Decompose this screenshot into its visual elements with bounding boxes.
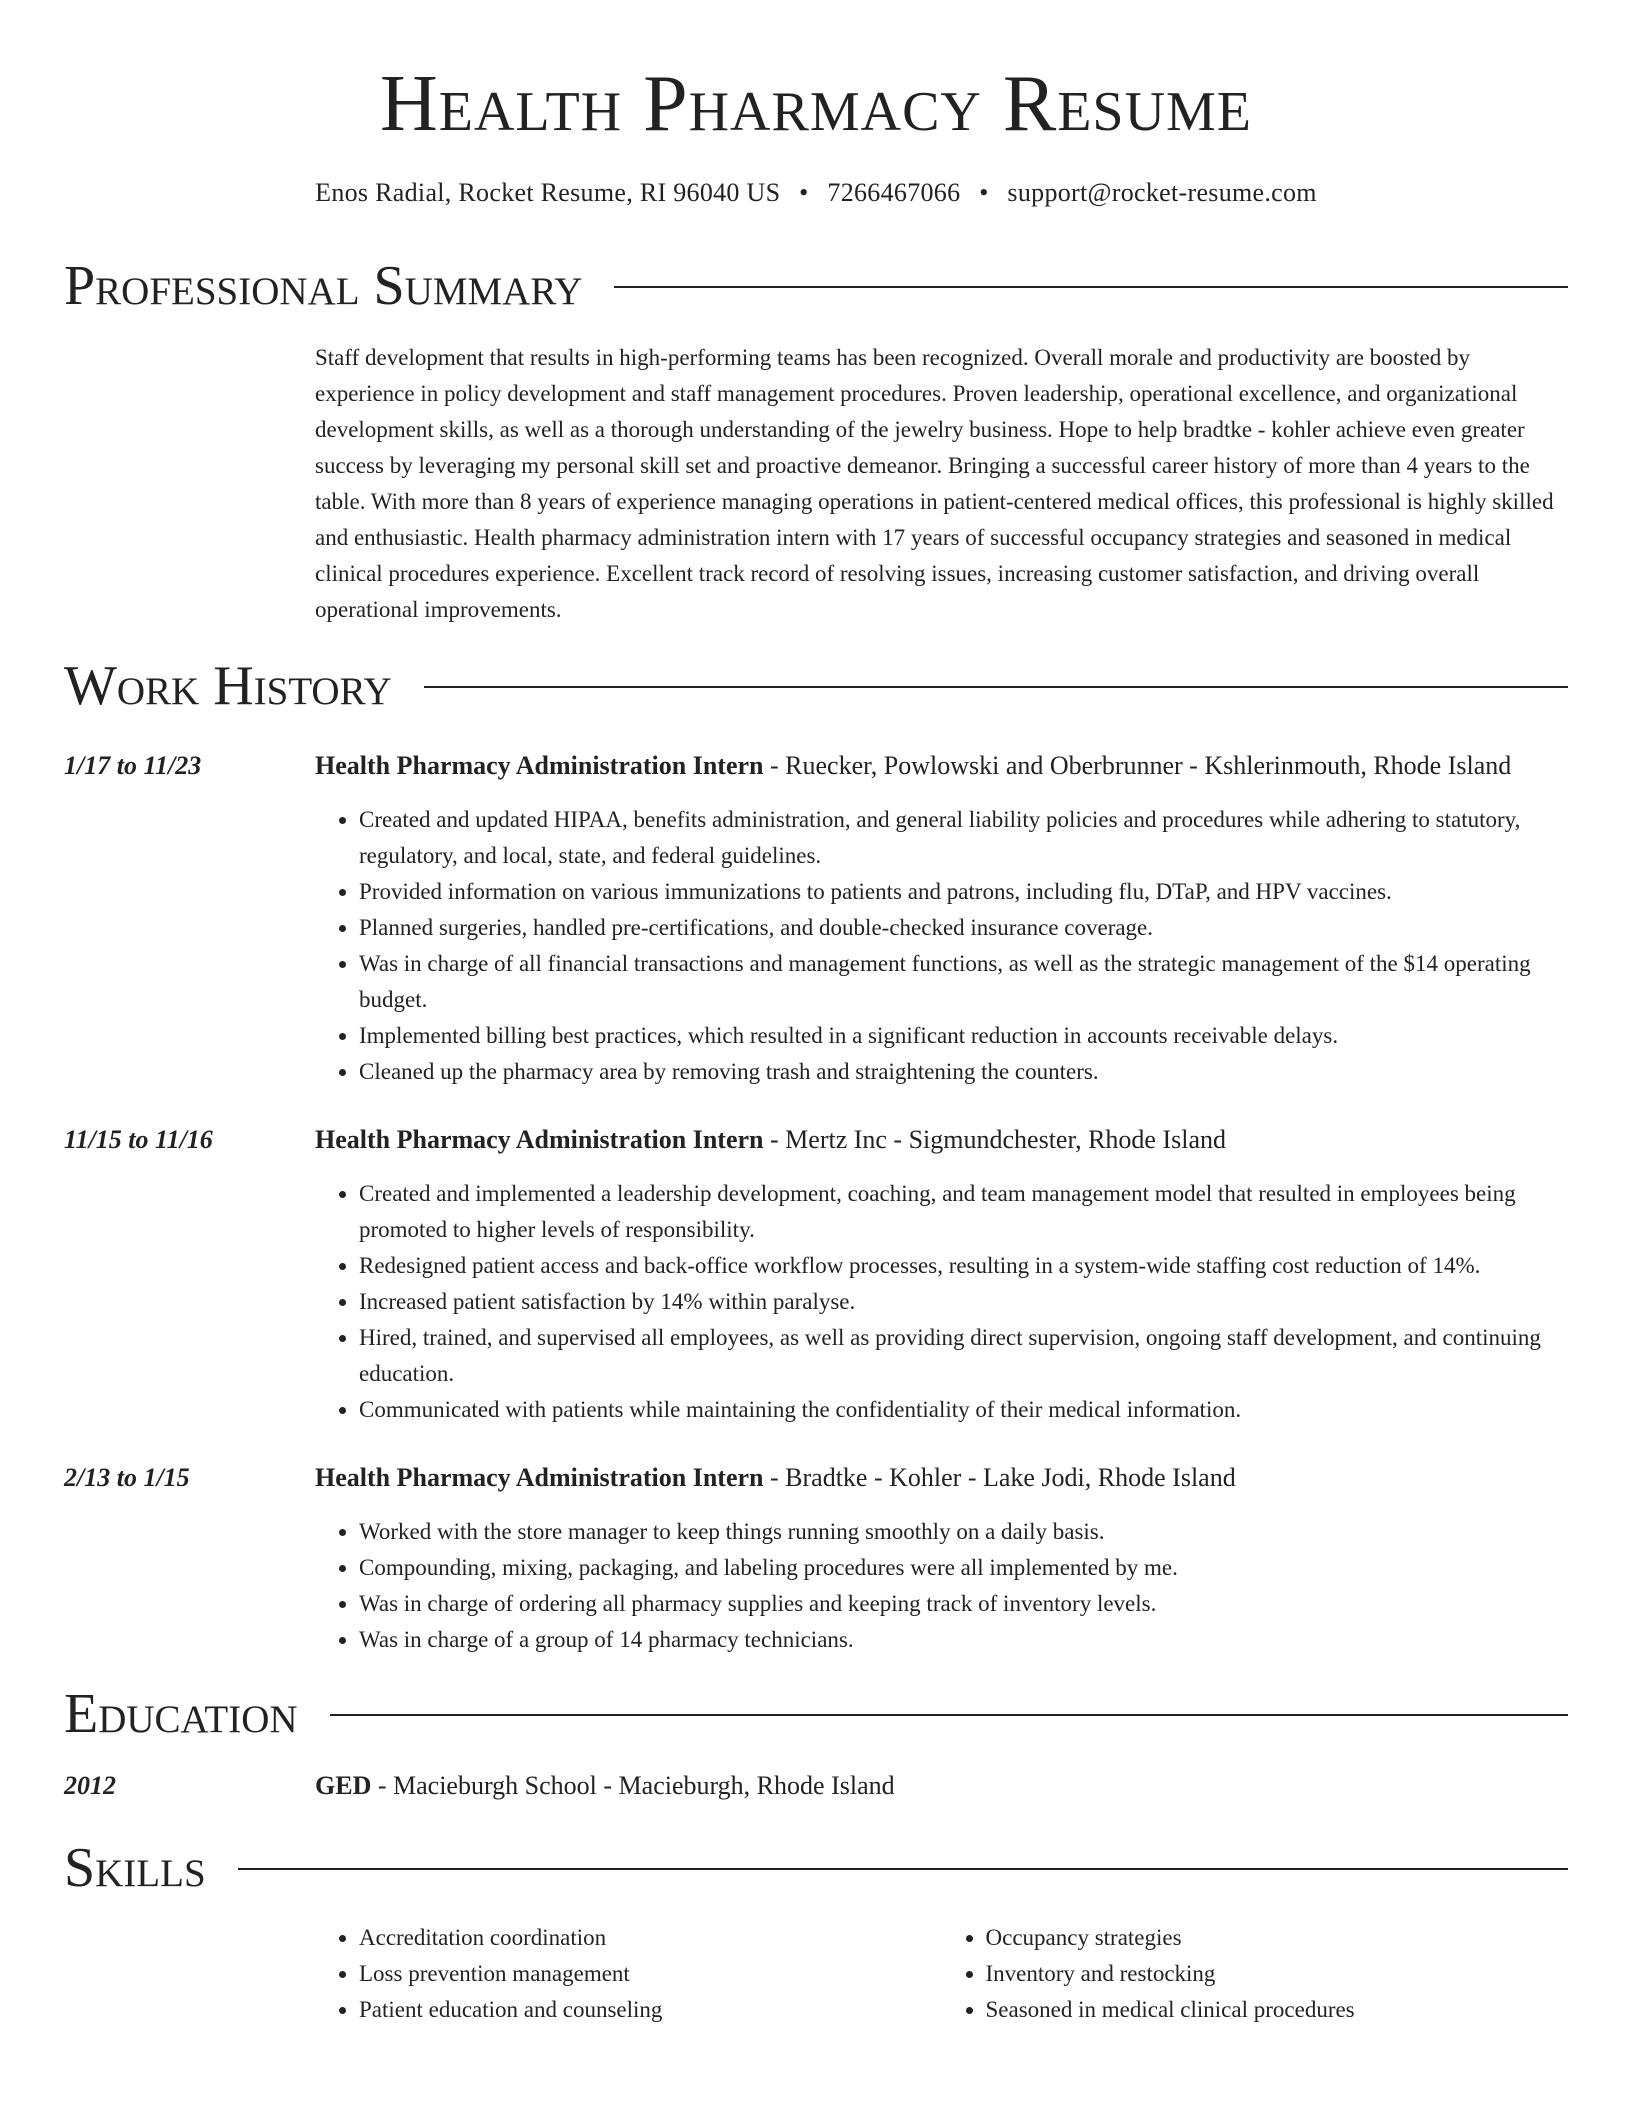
job-bullets xyxy=(315,1176,1568,1428)
summary-text: Staff development that results in high-performing teams has been recognized. Overall morale and productivity are boosted by experience in policy development and staff management procedures. Proven leadership, operational excellence, and organizational development skills, as well as a thorough understanding of the jewelry business. Hope to help bradtke - kohler achieve even greater success by leveraging my personal skill set and proactive demeanor. Bringing a successful career history of more than 4 years to the table. With more than 8 years of experience managing operations in patient-centered medical offices, this professional is highly skilled and enthusiastic. Health pharmacy administration intern with 17 years of successful occupancy strategies and seasoned in medical clinical procedures experience. Excellent track record of resolving issues, increasing customer satisfaction, and driving overall operational improvements. xyxy=(315,345,1554,622)
skill-item: • Loss prevention management xyxy=(359,1956,942,1992)
skill-item: • Occupancy strategies xyxy=(986,1920,1569,1956)
job-entry xyxy=(64,748,1568,1090)
skills-column-left xyxy=(315,1920,942,2028)
job-details: - Mertz Inc - Sigmundchester, Rhode Island xyxy=(763,1125,1227,1154)
job-body xyxy=(315,1122,1568,1428)
job-details: - Bradtke - Kohler - Lake Jodi, Rhode Island xyxy=(763,1463,1236,1492)
education-heading: Education xyxy=(64,1683,298,1745)
list-item: • Created and implemented a leadership development, coaching, and team management model that resulted in employees being promoted to higher levels of responsibility. xyxy=(359,1176,1568,1248)
skills-heading: Skills xyxy=(64,1837,206,1899)
list-item: • Hired, trained, and supervised all employees, as well as providing direct supervision, ongoing staff development, and continuing education. xyxy=(359,1320,1568,1392)
job-dates: 2/13 to 1/15 xyxy=(64,1463,190,1492)
list-item: • Implemented billing best practices, which resulted in a significant reduction in accounts receivable delays. xyxy=(359,1018,1568,1054)
list-item: • Increased patient satisfaction by 14% within paralyse. xyxy=(359,1284,1568,1320)
section-divider xyxy=(330,1714,1568,1716)
list-item: • Created and updated HIPAA, benefits administration, and general liability policies and procedures while adhering to statutory, regulatory, and local, state, and federal guidelines. xyxy=(359,802,1568,874)
section-divider xyxy=(424,686,1568,688)
job-body xyxy=(315,748,1568,1090)
summary-heading: Professional Summary xyxy=(64,255,583,317)
job-heading xyxy=(315,1460,1568,1496)
skills-column-right xyxy=(942,1920,1569,2028)
job-bullets xyxy=(315,1514,1568,1658)
resume-title: Health Pharmacy Resume xyxy=(379,60,1253,148)
education-heading-line xyxy=(315,1768,1568,1804)
job-title: Health Pharmacy Administration Intern xyxy=(315,1463,764,1492)
list-item: • Cleaned up the pharmacy area by removing trash and straightening the counters. xyxy=(359,1054,1568,1090)
education-degree: GED xyxy=(315,1771,372,1800)
list-item: • Was in charge of a group of 14 pharmacy technicians. xyxy=(359,1622,1568,1658)
list-item: • Redesigned patient access and back-office workflow processes, resulting in a system-wide staffing cost reduction of 14%. xyxy=(359,1248,1568,1284)
job-title: Health Pharmacy Administration Intern xyxy=(315,751,764,780)
summary-section-header xyxy=(64,255,1568,317)
job-dates: 11/15 to 11/16 xyxy=(64,1125,213,1154)
skill-item: • Accreditation coordination xyxy=(359,1920,942,1956)
work-heading: Work History xyxy=(64,655,392,717)
job-body xyxy=(315,1460,1568,1658)
list-item: • Communicated with patients while maintaining the confidentiality of their medical information. xyxy=(359,1392,1568,1428)
job-details: - Ruecker, Powlowski and Oberbrunner - Kshlerinmouth, Rhode Island xyxy=(763,751,1512,780)
section-divider xyxy=(614,286,1568,288)
list-item: • Was in charge of all financial transactions and management functions, as well as the strategic management of the $14 operating budget. xyxy=(359,946,1568,1018)
job-entry xyxy=(64,1460,1568,1658)
section-divider xyxy=(238,1868,1568,1870)
job-title: Health Pharmacy Administration Intern xyxy=(315,1125,764,1154)
education-body xyxy=(315,1768,1568,1804)
skill-item: • Seasoned in medical clinical procedures xyxy=(986,1992,1569,2028)
list-item: • Worked with the store manager to keep things running smoothly on a daily basis. xyxy=(359,1514,1568,1550)
job-heading xyxy=(315,1122,1568,1158)
contact-address: Enos Radial, Rocket Resume, RI 96040 US xyxy=(315,178,781,207)
education-details: - Macieburgh School - Macieburgh, Rhode Island xyxy=(371,1771,895,1800)
skill-item: • Inventory and restocking xyxy=(986,1956,1569,1992)
skills-section-header xyxy=(64,1837,1568,1899)
work-section-header xyxy=(64,655,1568,717)
education-entry xyxy=(64,1768,1568,1804)
list-item: • Planned surgeries, handled pre-certifications, and double-checked insurance coverage. xyxy=(359,910,1568,946)
list-item: • Compounding, mixing, packaging, and labeling procedures were all implemented by me. xyxy=(359,1550,1568,1586)
job-entry xyxy=(64,1122,1568,1428)
skill-item: • Patient education and counseling xyxy=(359,1992,942,2028)
education-year: 2012 xyxy=(64,1771,116,1800)
list-item: • Provided information on various immunizations to patients and patrons, including flu, DTaP, and HPV vaccines. xyxy=(359,874,1568,910)
list-item: • Was in charge of ordering all pharmacy supplies and keeping track of inventory levels. xyxy=(359,1586,1568,1622)
skills-list xyxy=(315,1920,1568,2028)
job-heading xyxy=(315,748,1568,784)
contact-separator: • xyxy=(799,178,809,207)
contact-line xyxy=(64,178,1568,208)
job-bullets xyxy=(315,802,1568,1090)
contact-separator: • xyxy=(979,178,989,207)
contact-phone: 7266467066 xyxy=(827,178,961,207)
contact-email: support@rocket-resume.com xyxy=(1007,178,1317,207)
job-dates: 1/17 to 11/23 xyxy=(64,751,202,780)
education-section-header xyxy=(64,1683,1568,1745)
